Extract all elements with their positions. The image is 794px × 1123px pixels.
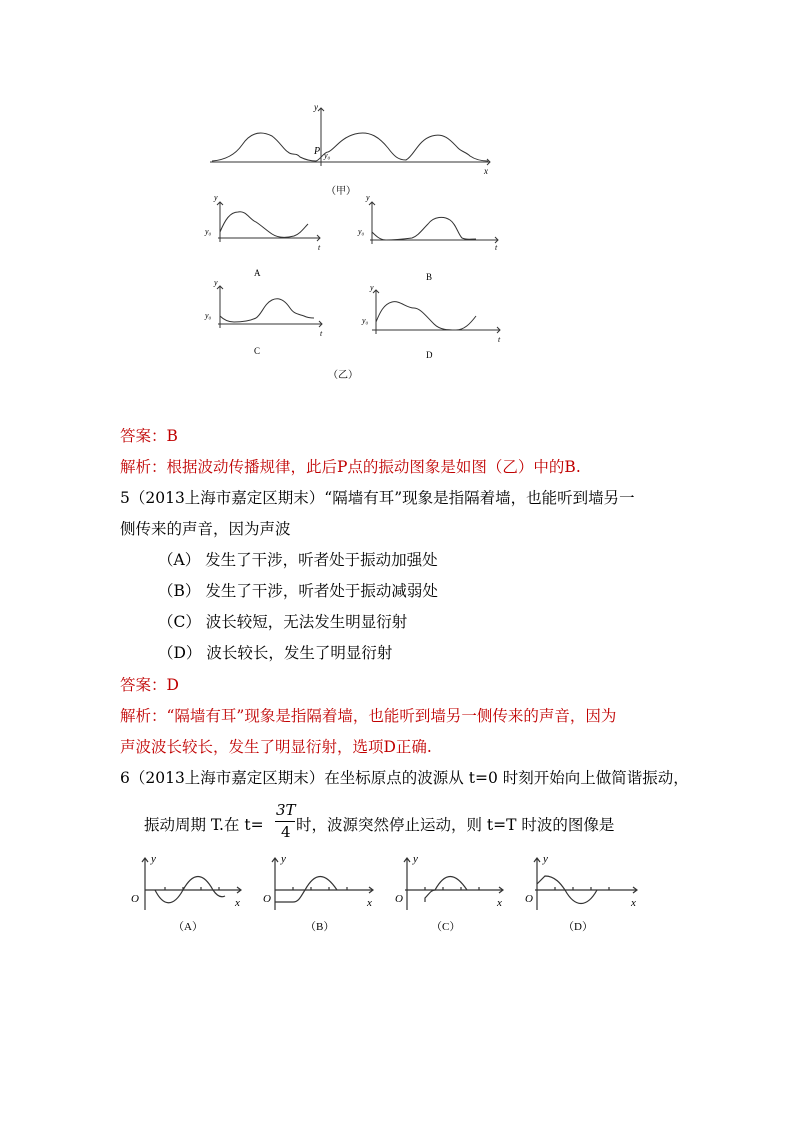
yi-panel-c — [217, 286, 322, 328]
q6-a-x: x — [235, 897, 240, 909]
yi-a-t: t — [318, 243, 321, 252]
yi-c-t: t — [320, 329, 323, 338]
yi-b-y0: y₀ — [358, 227, 365, 236]
q6-c-origin: O — [395, 893, 403, 905]
q4-analysis: 解析：根据波动传播规律，此后P点的振动图象是如图（乙）中的B. — [120, 458, 581, 476]
yi-a-y: y — [214, 193, 218, 202]
q5-analysis-line2: 声波波长较长，发生了明显衍射，选项D正确. — [120, 738, 432, 756]
q6-c-x: x — [497, 897, 502, 909]
q6-d-label: （D） — [563, 921, 593, 933]
yi-b-y: y — [366, 193, 370, 202]
jia-point-p: P — [314, 146, 321, 157]
yi-panel-d — [372, 290, 500, 334]
q6-d-x: x — [631, 897, 636, 909]
q5-analysis-line1: 解析：“隔墙有耳”现象是指隔着墙，也能听到墙另一侧传来的声音，因为 — [120, 707, 617, 725]
jia-y0-label: y₀ — [324, 151, 331, 160]
q5-option-d: （D） 波长较长，发生了明显衍射 — [158, 644, 393, 662]
q5-option-c: （C） 波长较短，无法发生明显衍射 — [158, 613, 408, 631]
q6-b-y: y — [281, 853, 286, 865]
q6-c-label: （C） — [431, 921, 461, 933]
q6-graph-c — [404, 858, 503, 910]
q6-graph-d — [534, 858, 637, 910]
yi-d-y0: y₀ — [362, 316, 369, 325]
q5-answer: 答案：D — [120, 676, 179, 694]
yi-caption: （乙） — [328, 370, 358, 381]
q6-frac-bar — [275, 821, 295, 822]
yi-a-label: A — [254, 268, 261, 278]
q6-a-origin: O — [131, 893, 139, 905]
q6-stem-line1: 6（2013上海市嘉定区期末）在坐标原点的波源从 t=0 时刻开始向上做简谐振动， — [120, 769, 689, 787]
q4-answer: 答案：B — [120, 427, 178, 445]
q6-frac-numerator: 3T — [276, 801, 296, 819]
q6-graphs — [125, 850, 655, 940]
yi-panel-b — [369, 202, 498, 244]
q5-stem-line2: 侧传来的声音，因为声波 — [120, 520, 291, 538]
jia-y-label: y — [314, 102, 318, 112]
jia-caption: （甲） — [326, 186, 356, 197]
q6-graph-b — [272, 858, 373, 910]
yi-a-y0: y₀ — [205, 227, 212, 236]
yi-c-y0: y₀ — [205, 311, 212, 320]
q6-graph-a — [142, 858, 241, 910]
jia-wave — [212, 133, 488, 161]
yi-c-y: y — [214, 278, 218, 287]
figure-yi — [200, 190, 510, 390]
q6-a-label: （A） — [173, 921, 203, 933]
yi-d-t: t — [498, 335, 501, 344]
yi-panel-a — [217, 202, 320, 242]
q6-a-y: y — [151, 853, 156, 865]
yi-b-t: t — [495, 243, 498, 252]
q6-b-x: x — [367, 897, 372, 909]
q5-option-b: （B） 发生了干涉，听者处于振动减弱处 — [158, 582, 438, 600]
yi-b-label: B — [426, 272, 433, 282]
q6-d-y: y — [543, 853, 548, 865]
q6-b-label: （B） — [305, 921, 335, 933]
jia-x-label: x — [484, 166, 488, 176]
q6-d-origin: O — [525, 893, 533, 905]
q6-frac-denominator: 4 — [281, 823, 291, 841]
q6-stem-suffix: 时，波源突然停止运动，则 t=T 时波的图像是 — [296, 816, 615, 834]
q6-stem-prefix: 振动周期 T.在 t= — [144, 816, 264, 834]
q6-c-y: y — [413, 853, 418, 865]
yi-d-label: D — [426, 350, 433, 360]
yi-c-label: C — [254, 346, 261, 356]
yi-d-y: y — [370, 283, 374, 292]
q5-option-a: （A） 发生了干涉，听者处于振动加强处 — [158, 551, 438, 569]
figure-jia — [200, 100, 500, 200]
q6-b-origin: O — [263, 893, 271, 905]
q5-stem-line1: 5（2013上海市嘉定区期末）“隔墙有耳”现象是指隔着墙，也能听到墙另一 — [120, 489, 635, 507]
